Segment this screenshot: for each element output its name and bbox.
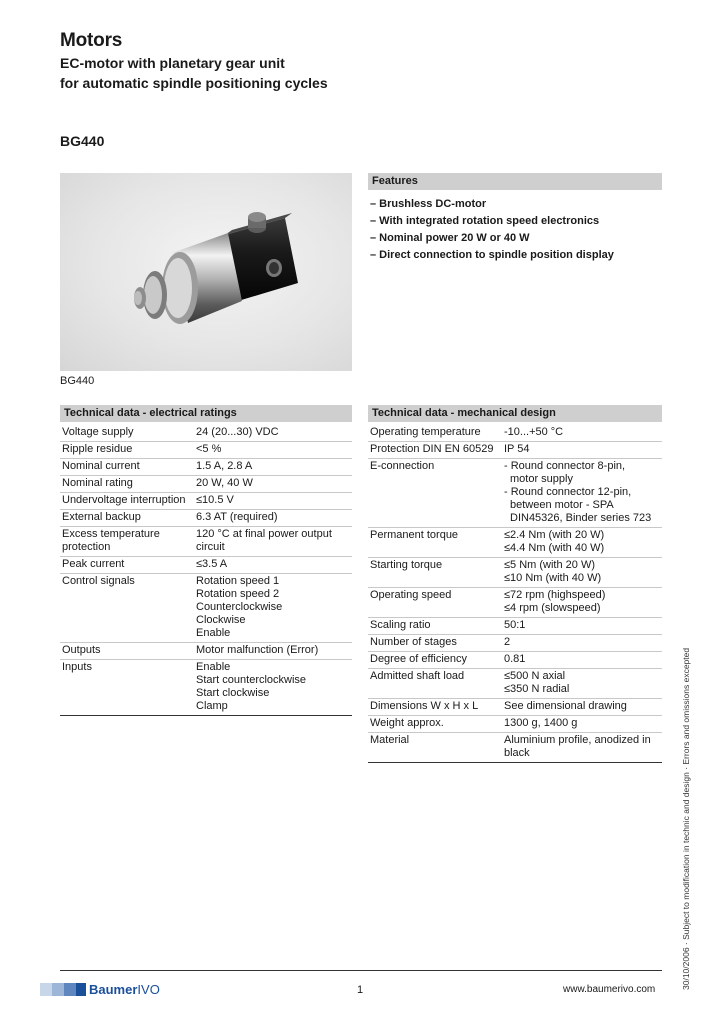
spec-label-line: Voltage supply xyxy=(62,426,134,438)
spec-value-line: black xyxy=(504,747,530,759)
spec-value xyxy=(194,476,352,493)
spec-label xyxy=(368,699,502,716)
spec-value xyxy=(502,716,662,733)
spec-label-line: Number of stages xyxy=(370,636,457,648)
spec-row xyxy=(368,669,662,699)
spec-value-line: See dimensional drawing xyxy=(504,700,627,712)
spec-value-line: Aluminium profile, anodized in xyxy=(504,734,651,746)
spec-value-line: ≤5 Nm (with 20 W) xyxy=(504,559,595,571)
spec-label xyxy=(60,660,194,716)
spec-row xyxy=(60,643,352,660)
spec-value-line: <5 % xyxy=(196,443,222,455)
spec-label-line: Nominal current xyxy=(62,460,140,472)
spec-row xyxy=(368,733,662,763)
features-heading: Features xyxy=(368,173,662,190)
spec-value xyxy=(502,528,662,558)
spec-value xyxy=(502,669,662,699)
spec-label-line: Dimensions W x H x L xyxy=(370,700,479,712)
spec-label-line: Ripple residue xyxy=(62,443,133,455)
spec-label xyxy=(368,652,502,669)
spec-value-line: 20 W, 40 W xyxy=(196,477,253,489)
spec-value-line: Start counterclockwise xyxy=(196,674,307,686)
spec-label-line: E-connection xyxy=(370,460,435,472)
spec-row xyxy=(60,493,352,510)
spec-value-line: ≤500 N axial xyxy=(504,670,566,682)
spec-value-line: Clockwise xyxy=(196,614,246,626)
spec-row xyxy=(60,557,352,574)
spec-value-line: Rotation speed 1 xyxy=(196,575,280,587)
spec-row xyxy=(368,716,662,733)
features-list xyxy=(370,196,614,264)
spec-label-line: Degree of efficiency xyxy=(370,653,468,665)
spec-row xyxy=(60,459,352,476)
side-disclaimer: 30/10/2006 · Subject to modification in technic and design · Errors and omissions excepted xyxy=(681,647,691,990)
spec-value-line: 50:1 xyxy=(504,619,526,631)
spec-label xyxy=(60,442,194,459)
spec-label xyxy=(60,493,194,510)
spec-value xyxy=(502,425,662,442)
spec-value xyxy=(194,574,352,643)
spec-value-line: 1.5 A, 2.8 A xyxy=(196,460,253,472)
logo-light-text: IVO xyxy=(137,982,160,997)
spec-value-line: between motor - SPA xyxy=(510,499,614,511)
spec-label xyxy=(60,476,194,493)
brand-logo xyxy=(89,982,160,997)
spec-label-line: Starting torque xyxy=(370,559,443,571)
spec-value xyxy=(194,510,352,527)
spec-value-line: -10...+50 °C xyxy=(504,426,564,438)
spec-value xyxy=(502,459,662,528)
spec-value-line: 120 °C at final power output xyxy=(196,528,332,540)
brand-bar-icon xyxy=(40,983,86,996)
spec-value-line: IP 54 xyxy=(504,443,530,455)
spec-label xyxy=(368,425,502,442)
spec-value-line: DIN45326, Binder series 723 xyxy=(510,512,652,524)
spec-label xyxy=(368,618,502,635)
spec-label xyxy=(60,527,194,557)
spec-row xyxy=(368,699,662,716)
product-photo xyxy=(60,173,352,371)
spec-value-line: Motor malfunction (Error) xyxy=(196,644,319,656)
spec-value xyxy=(194,442,352,459)
spec-label xyxy=(60,557,194,574)
spec-value xyxy=(502,699,662,716)
feature-item: – Direct connection to spindle position display xyxy=(370,249,614,261)
spec-value xyxy=(194,660,352,716)
spec-label-line: Permanent torque xyxy=(370,529,459,541)
spec-value-line: ≤2.4 Nm (with 20 W) xyxy=(504,529,605,541)
spec-value xyxy=(502,442,662,459)
spec-value-line: 1300 g, 1400 g xyxy=(504,717,578,729)
spec-value-line: ≤72 rpm (highspeed) xyxy=(504,589,606,601)
electrical-heading: Technical data - electrical ratings xyxy=(60,405,352,422)
spec-value xyxy=(194,493,352,510)
spec-value xyxy=(502,635,662,652)
spec-row xyxy=(368,459,662,528)
spec-value-line: ≤10 Nm (with 40 W) xyxy=(504,572,602,584)
logo-bold-text: Baumer xyxy=(89,982,138,997)
spec-row xyxy=(60,442,352,459)
spec-value xyxy=(194,425,352,442)
spec-row xyxy=(368,588,662,618)
feature-item: – Brushless DC-motor xyxy=(370,198,487,210)
spec-label xyxy=(368,635,502,652)
spec-value-line: ≤3.5 A xyxy=(196,558,228,570)
spec-label-line: Scaling ratio xyxy=(370,619,431,631)
spec-label xyxy=(60,574,194,643)
spec-label-line: Control signals xyxy=(62,575,135,587)
spec-row xyxy=(368,425,662,442)
spec-value-line: Start clockwise xyxy=(196,687,270,699)
page-number: 1 xyxy=(357,984,364,996)
spec-value xyxy=(502,558,662,588)
spec-row xyxy=(60,425,352,442)
mechanical-table xyxy=(368,425,662,763)
spec-value-line: Enable xyxy=(196,627,231,639)
spec-label xyxy=(60,425,194,442)
spec-label xyxy=(60,643,194,660)
spec-value-line: Rotation speed 2 xyxy=(196,588,280,600)
electrical-table xyxy=(60,425,352,716)
spec-label xyxy=(368,716,502,733)
spec-value-line: Counterclockwise xyxy=(196,601,283,613)
spec-label-line: protection xyxy=(62,541,111,553)
spec-label-line: Admitted shaft load xyxy=(370,670,465,682)
spec-value-line: Clamp xyxy=(196,700,228,712)
spec-row xyxy=(368,558,662,588)
spec-label-line: Operating temperature xyxy=(370,426,481,438)
spec-value-line: ≤10.5 V xyxy=(196,494,234,506)
spec-value-line: circuit xyxy=(196,541,225,553)
spec-label-line: Protection DIN EN 60529 xyxy=(370,443,494,455)
spec-row xyxy=(368,652,662,669)
spec-label xyxy=(60,459,194,476)
spec-value xyxy=(502,618,662,635)
spec-label-line: Outputs xyxy=(62,644,101,656)
spec-row xyxy=(60,527,352,557)
spec-value xyxy=(502,652,662,669)
page-subtitle-line1: EC-motor with planetary gear unit xyxy=(60,55,285,71)
spec-label xyxy=(368,733,502,763)
spec-row xyxy=(60,476,352,493)
spec-value-line: 0.81 xyxy=(504,653,526,665)
mechanical-heading: Technical data - mechanical design xyxy=(368,405,662,422)
spec-label xyxy=(368,669,502,699)
spec-row xyxy=(368,618,662,635)
spec-value-line: motor supply xyxy=(510,473,573,485)
feature-item: – Nominal power 20 W or 40 W xyxy=(370,232,530,244)
spec-value-line: ≤350 N radial xyxy=(504,683,570,695)
spec-value-line: Enable xyxy=(196,661,231,673)
spec-row xyxy=(60,510,352,527)
spec-value xyxy=(502,733,662,763)
spec-label-line: Operating speed xyxy=(370,589,452,601)
spec-label-line: Nominal rating xyxy=(62,477,133,489)
spec-row xyxy=(368,635,662,652)
footer-divider xyxy=(60,970,662,971)
spec-row xyxy=(368,442,662,459)
spec-label-line: Inputs xyxy=(62,661,92,673)
spec-row xyxy=(60,660,352,716)
spec-value-line: - Round connector 12-pin, xyxy=(504,486,632,498)
spec-label-line: Weight approx. xyxy=(370,717,444,729)
spec-value-line: - Round connector 8-pin, xyxy=(504,460,626,472)
spec-value-line: 6.3 AT (required) xyxy=(196,511,278,523)
feature-item: – With integrated rotation speed electronics xyxy=(370,215,600,227)
spec-label xyxy=(368,528,502,558)
model-name: BG440 xyxy=(60,133,105,149)
website-link[interactable]: www.baumerivo.com xyxy=(563,984,656,995)
page-title: Motors xyxy=(60,30,123,51)
spec-row xyxy=(368,528,662,558)
spec-label-line: Peak current xyxy=(62,558,125,570)
photo-caption: BG440 xyxy=(60,375,95,387)
spec-value xyxy=(194,459,352,476)
spec-label xyxy=(368,558,502,588)
spec-value-line: ≤4.4 Nm (with 40 W) xyxy=(504,542,605,554)
spec-label xyxy=(60,510,194,527)
spec-label-line: Material xyxy=(370,734,410,746)
spec-label-line: External backup xyxy=(62,511,141,523)
spec-value-line: 2 xyxy=(504,636,511,648)
spec-label xyxy=(368,459,502,528)
spec-label xyxy=(368,588,502,618)
spec-value xyxy=(502,588,662,618)
spec-value xyxy=(194,557,352,574)
spec-value-line: ≤4 rpm (slowspeed) xyxy=(504,602,601,614)
spec-row xyxy=(60,574,352,643)
spec-value-line: 24 (20...30) VDC xyxy=(196,426,279,438)
spec-label xyxy=(368,442,502,459)
page-subtitle-line2: for automatic spindle positioning cycles xyxy=(60,75,328,91)
spec-value xyxy=(194,527,352,557)
motor-illustration xyxy=(60,173,352,371)
spec-value xyxy=(194,643,352,660)
spec-label-line: Undervoltage interruption xyxy=(62,494,186,506)
spec-label-line: Excess temperature xyxy=(62,528,160,540)
